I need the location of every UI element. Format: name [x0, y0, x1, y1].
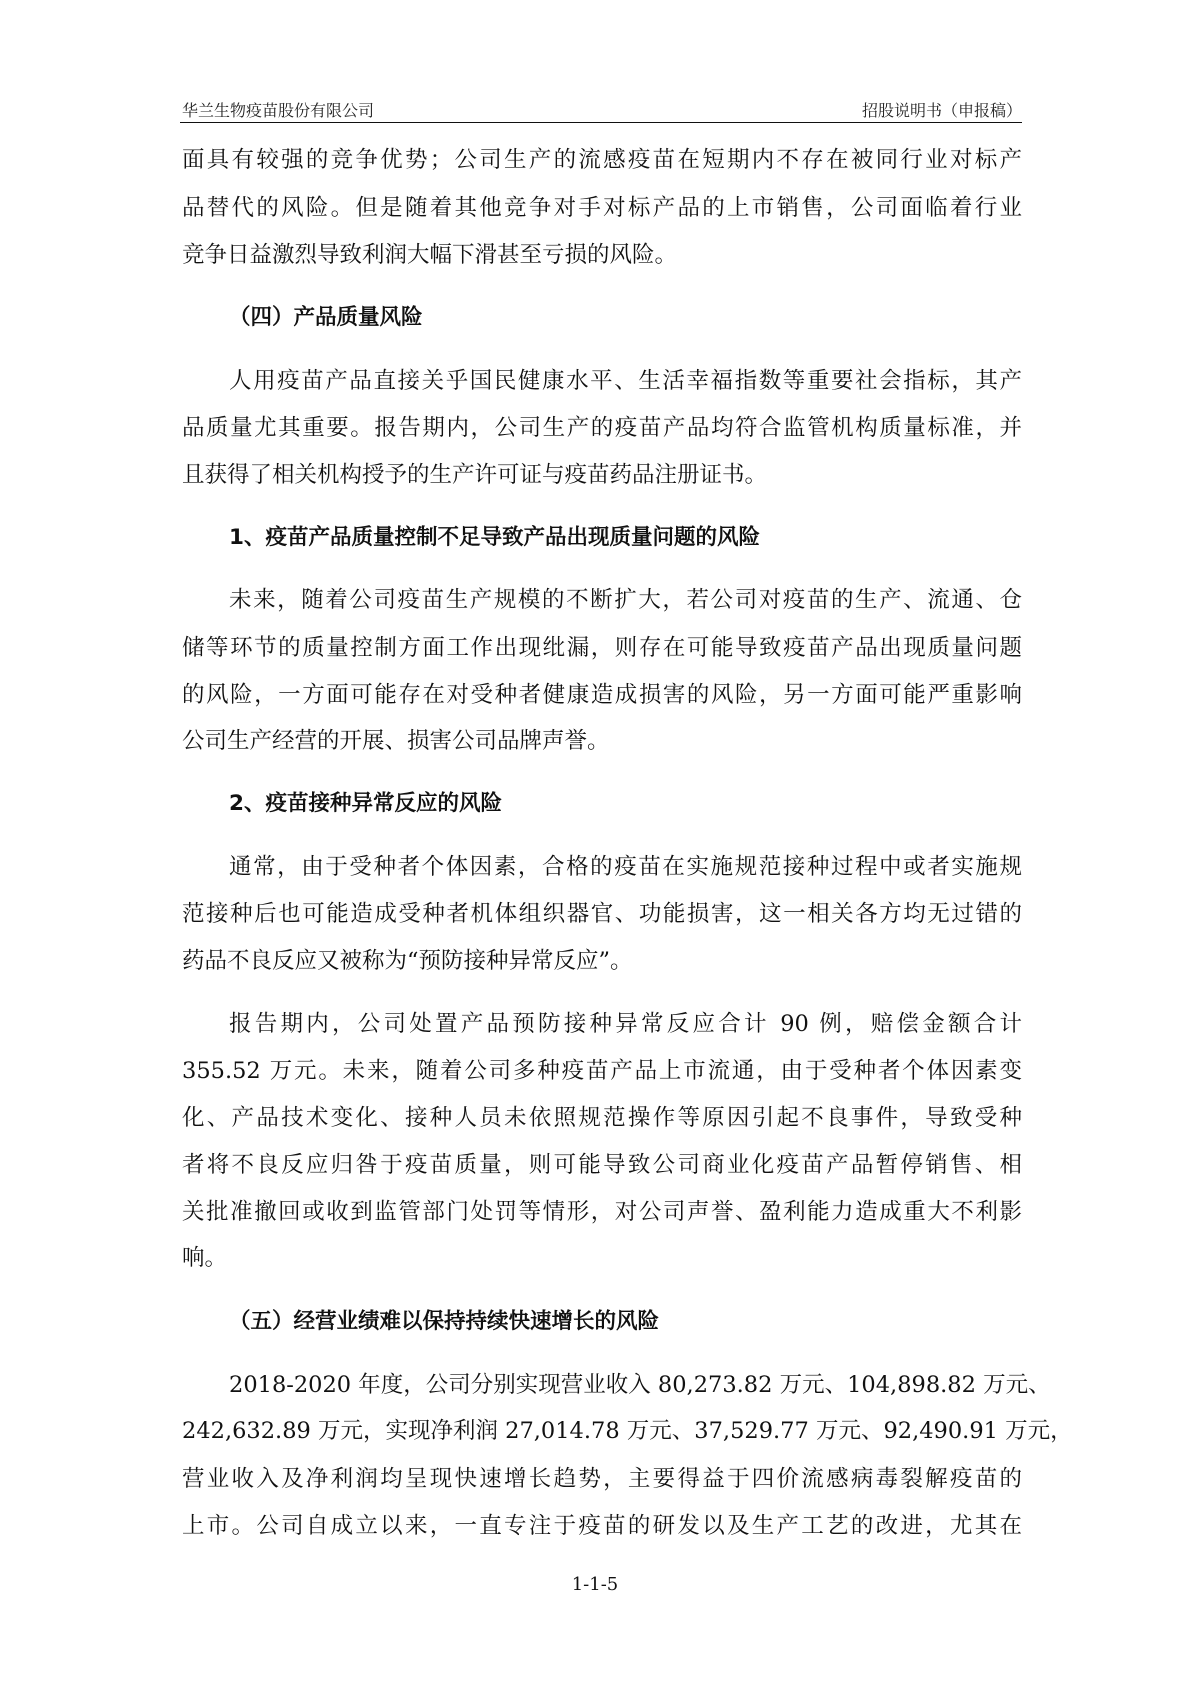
subsection-heading: 1、疫苗产品质量控制不足导致产品出现质量问题的风险	[229, 525, 760, 550]
text-line: 者将不良反应归咎于疫苗质量，则可能导致公司商业化疫苗产品暂停销售、相	[182, 1152, 1022, 1178]
text-line: 化、产品技术变化、接种人员未依照规范操作等原因引起不良事件，导致受种	[182, 1105, 1022, 1131]
text-line: 2018-2020 年度，公司分别实现营业收入 80,273.82 万元、104,898.82 万元、	[229, 1372, 1051, 1398]
text-line: 的风险，一方面可能存在对受种者健康造成损害的风险，另一方面可能严重影响	[182, 682, 1022, 708]
text-line: 竞争日益激烈导致利润大幅下滑甚至亏损的风险。	[182, 242, 678, 268]
text-line: 面具有较强的竞争优势；公司生产的流感疫苗在短期内不存在被同行业对标产	[182, 147, 1022, 173]
text-line: 且获得了相关机构授予的生产许可证与疫苗药品注册证书。	[182, 462, 768, 488]
text-line: 品替代的风险。但是随着其他竞争对手对标产品的上市销售，公司面临着行业	[182, 195, 1022, 221]
text-line: 公司生产经营的开展、损害公司品牌声誉。	[182, 728, 610, 754]
text-line: 242,632.89 万元，实现净利润 27,014.78 万元、37,529.77 万元、92,490.91 万元，	[182, 1418, 1073, 1444]
text-line: 未来，随着公司疫苗生产规模的不断扩大，若公司对疫苗的生产、流通、仓	[229, 587, 1022, 613]
text-line: 355.52 万元。未来，随着公司多种疫苗产品上市流通，由于受种者个体因素变	[182, 1058, 1022, 1084]
text-line: 储等环节的质量控制方面工作出现纰漏，则存在可能导致疫苗产品出现质量问题	[182, 635, 1022, 661]
text-line: 药品不良反应又被称为“预防接种异常反应”。	[182, 948, 633, 974]
text-line: 关批准撤回或收到监管部门处罚等情形，对公司声誉、盈利能力造成重大不利影	[182, 1199, 1022, 1225]
section-heading: （五）经营业绩难以保持持续快速增长的风险	[229, 1309, 660, 1334]
header-rule	[180, 122, 1022, 123]
page-number: 1-1-5	[571, 1574, 619, 1595]
text-line: 响。	[182, 1245, 228, 1271]
text-line: 品质量尤其重要。报告期内，公司生产的疫苗产品均符合监管机构质量标准，并	[182, 415, 1022, 441]
text-line: 范接种后也可能造成受种者机体组织器官、功能损害，这一相关各方均无过错的	[182, 901, 1022, 927]
text-line: 报告期内，公司处置产品预防接种异常反应合计 90 例，赔偿金额合计	[229, 1011, 1022, 1037]
header-company: 华兰生物疫苗股份有限公司	[182, 101, 375, 120]
header-doc-title: 招股说明书（申报稿）	[861, 101, 1022, 120]
text-line: 人用疫苗产品直接关乎国民健康水平、生活幸福指数等重要社会指标，其产	[229, 368, 1022, 394]
section-heading: （四）产品质量风险	[229, 305, 423, 330]
text-line: 营业收入及净利润均呈现快速增长趋势，主要得益于四价流感病毒裂解疫苗的	[182, 1466, 1022, 1492]
text-line: 上市。公司自成立以来，一直专注于疫苗的研发以及生产工艺的改进，尤其在	[182, 1513, 1022, 1539]
text-line: 通常，由于受种者个体因素，合格的疫苗在实施规范接种过程中或者实施规	[229, 854, 1022, 880]
subsection-heading: 2、疫苗接种异常反应的风险	[229, 791, 502, 816]
